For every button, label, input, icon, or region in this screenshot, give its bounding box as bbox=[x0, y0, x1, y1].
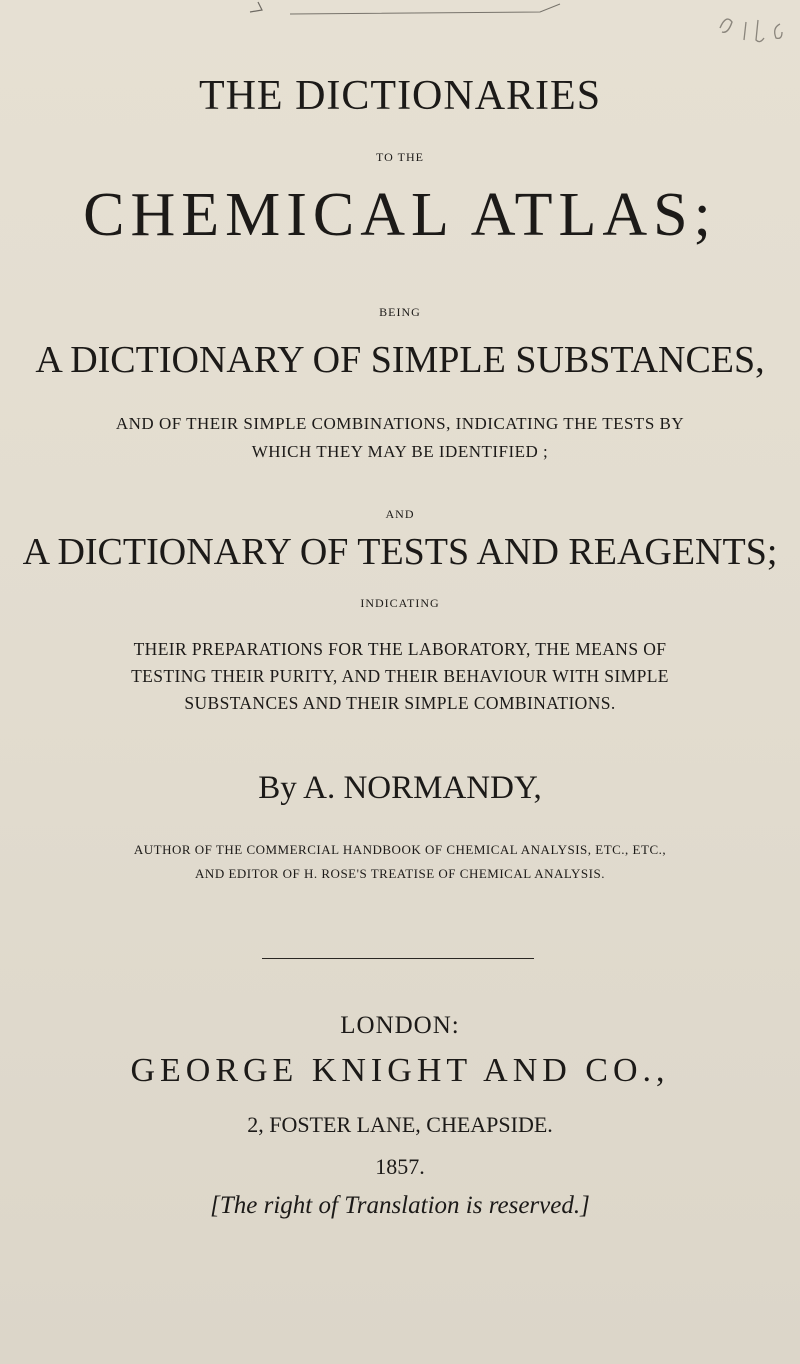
and-separator: AND bbox=[385, 507, 415, 521]
author-name: By A. NORMANDY, bbox=[258, 770, 542, 806]
dictionary-2-title: A DICTIONARY OF TESTS AND REAGENTS; bbox=[22, 531, 778, 573]
being-label: BEING bbox=[379, 305, 421, 319]
author-desc-line: AUTHOR OF THE COMMERCIAL HANDBOOK OF CHEMICAL ANALYSIS, ETC., ETC., bbox=[133, 842, 667, 857]
divider-rule bbox=[262, 958, 534, 959]
publication-year: 1857. bbox=[375, 1154, 425, 1179]
to-the-label: TO THE bbox=[376, 150, 424, 164]
dictionary-1-desc-line: WHICH THEY MAY BE IDENTIFIED ; bbox=[251, 442, 549, 461]
pencil-marks bbox=[0, 0, 800, 60]
author-description bbox=[0, 838, 800, 886]
dictionary-1-title: A DICTIONARY OF SIMPLE SUBSTANCES, bbox=[35, 339, 765, 381]
dictionary-2-desc-line: THEIR PREPARATIONS FOR THE LABORATORY, THE MEANS OF bbox=[133, 639, 667, 659]
author-desc-line: AND EDITOR OF H. ROSE'S TREATISE OF CHEMICAL ANALYSIS. bbox=[195, 866, 605, 881]
title: THE DICTIONARIES bbox=[198, 73, 602, 119]
rights-notice: [The right of Translation is reserved.] bbox=[210, 1192, 590, 1219]
place-of-publication: LONDON: bbox=[340, 1012, 460, 1039]
dictionary-1-description bbox=[0, 410, 800, 466]
publisher-address: 2, FOSTER LANE, CHEAPSIDE. bbox=[247, 1112, 553, 1137]
dictionary-2-desc-line: TESTING THEIR PURITY, AND THEIR BEHAVIOUR WITH SIMPLE bbox=[131, 666, 669, 686]
dictionary-1-desc-line: AND OF THEIR SIMPLE COMBINATIONS, INDICATING THE TESTS BY bbox=[115, 414, 685, 433]
atlas-title: CHEMICAL ATLAS; bbox=[83, 181, 717, 249]
dictionary-2-description bbox=[0, 636, 800, 717]
publisher-name: GEORGE KNIGHT AND CO., bbox=[130, 1052, 670, 1089]
dictionary-2-desc-line: SUBSTANCES AND THEIR SIMPLE COMBINATIONS. bbox=[184, 693, 616, 713]
indicating-label: INDICATING bbox=[360, 596, 440, 610]
